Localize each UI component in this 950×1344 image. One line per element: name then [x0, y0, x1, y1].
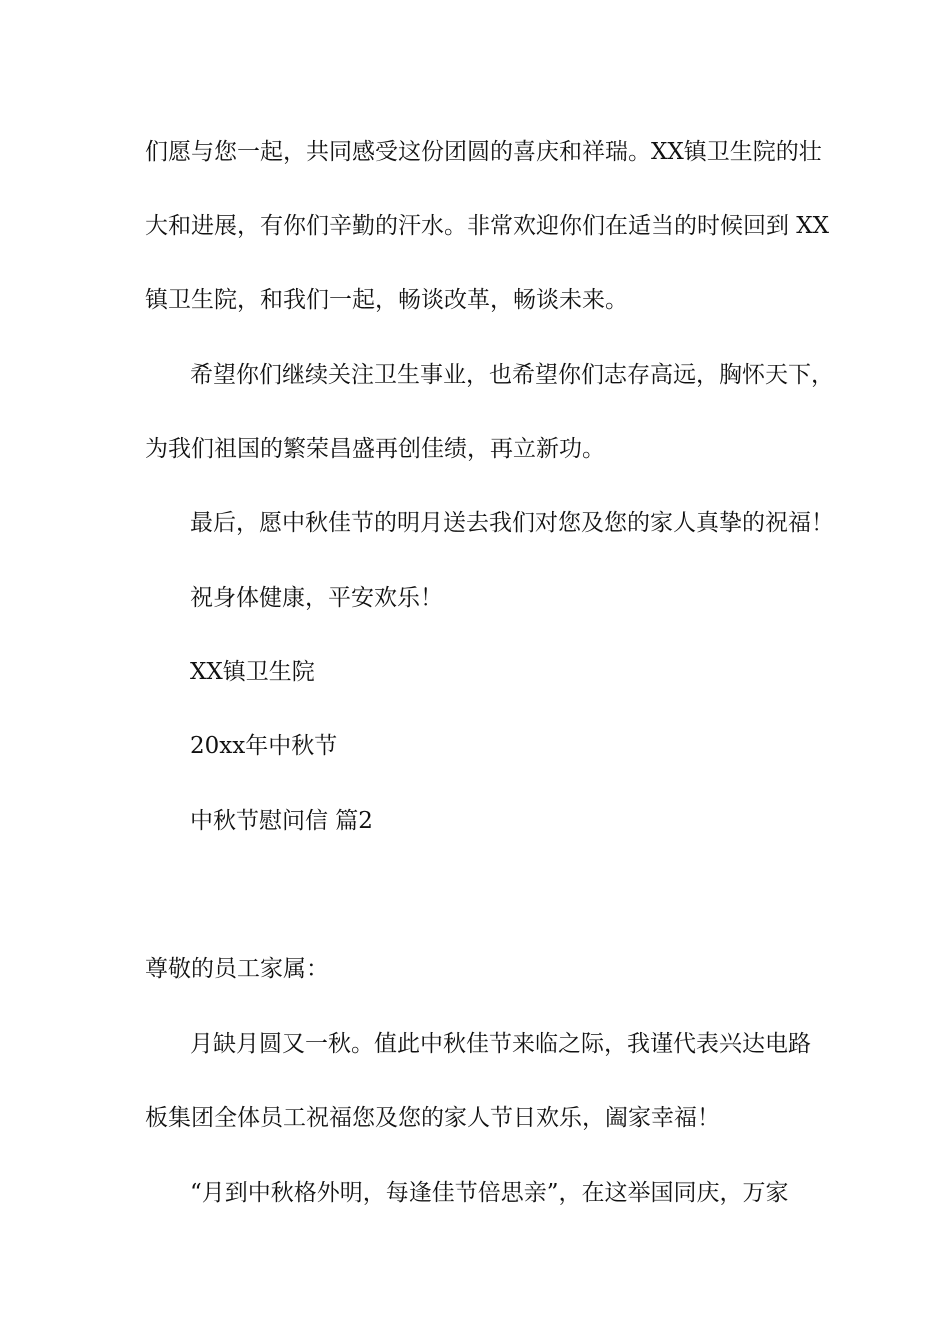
paragraph-line: 为我们祖国的繁荣昌盛再创佳绩，再立新功。 — [145, 436, 605, 462]
paragraph-line: 最后，愿中秋佳节的明月送去我们对您及您的家人真挚的祝福！ — [190, 510, 834, 536]
section-title: 中秋节慰问信 篇2 — [190, 808, 373, 834]
signature-date: 20xx年中秋节 — [190, 733, 338, 759]
paragraph-line: 希望你们继续关注卫生事业，也希望你们志存高远，胸怀天下， — [190, 362, 834, 388]
paragraph-line: “月到中秋格外明，每逢佳节倍思亲”，在这举国同庆，万家 — [190, 1180, 789, 1206]
paragraph-line: 月缺月圆又一秋。值此中秋佳节来临之际，我谨代表兴达电路 — [190, 1031, 811, 1057]
paragraph-line: 镇卫生院，和我们一起，畅谈改革，畅谈未来。 — [145, 287, 628, 313]
salutation: 尊敬的员工家属： — [145, 956, 329, 982]
paragraph-line: 祝身体健康，平安欢乐！ — [190, 585, 443, 611]
paragraph-line: 大和进展，有你们辛勤的汗水。非常欢迎你们在适当的时候回到 XX — [145, 213, 830, 239]
paragraph-line: 们愿与您一起，共同感受这份团圆的喜庆和祥瑞。XX镇卫生院的壮 — [145, 139, 822, 165]
signature-organization: XX镇卫生院 — [190, 659, 315, 685]
paragraph-line: 板集团全体员工祝福您及您的家人节日欢乐，阖家幸福！ — [145, 1105, 720, 1131]
